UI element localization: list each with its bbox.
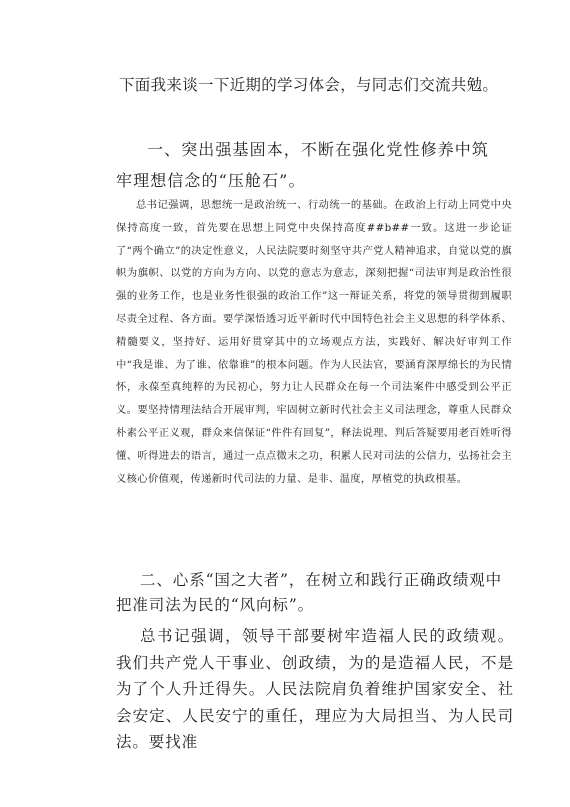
section-2-paragraph: 总书记强调，领导干部要树牢造福人民的政绩观。我们共产党人干事业、创政绩，为的是造福人民，不是为了个人升迁得失。人民法院肩负着维护国家安全、社会安定、人民安宁的重任，理应为大局担当、为人民司法。要找准 [116,627,514,751]
section-1-paragraph: 总书记强调，思想统一是政治统一、行动统一的基础。在政治上行动上同党中央保持高度一致，首先要在思想上同党中央保持高度##b##一致。这进一步论证了“两个确立”的决定性意义，人民法院要时刻坚守共产党人精神追求，自觉以党的旗帜为旗帜、以党的方向为方向、以党的意志为意志，深刻把握“司法审判是政治性很强的业务工作，也是业务性很强的政治工作”这一辩证关系，将党的领导贯彻到履职尽责全过程、各方面。要学深悟透习近平新时代中国特色社会主义思想的科学体系、精髓要义，坚持好、运用好贯穿其中的立场观点方法，实践好、解决好审判工作中“我是谁、为了谁、依靠谁”的根本问题。作为人民法官，要涵育深厚绵长的为民情怀，永葆至真纯粹的为民初心，努力让人民群众在每一个司法案件中感受到公平正义。要坚持情理法结合开展审判，牢固树立新时代社会主义司法理念，尊重人民群众朴素公平正义观，群众来信保证“件件有回复”，释法说理、判后答疑要用老百姓听得懂、听得进去的语言，通过一点点微末之功，积累人民对司法的公信力，弘扬社会主义核心价值观，传递新时代司法的力量、是非、温度，厚植党的执政根基。 [116,199,512,485]
section-1-heading [116,134,496,196]
intro-line: 下面我来谈一下近期的学习体会，与同志们交流共勉。 [119,76,499,94]
section-2-heading: 二、心系“国之大者”，在树立和践行正确政绩观中把准司法为民的“风向标”。 [116,571,503,614]
section-1-heading-text: 一、突出强基固本，不断在强化党性修养中筑牢理想信念的“压舱石”。 [116,140,490,190]
